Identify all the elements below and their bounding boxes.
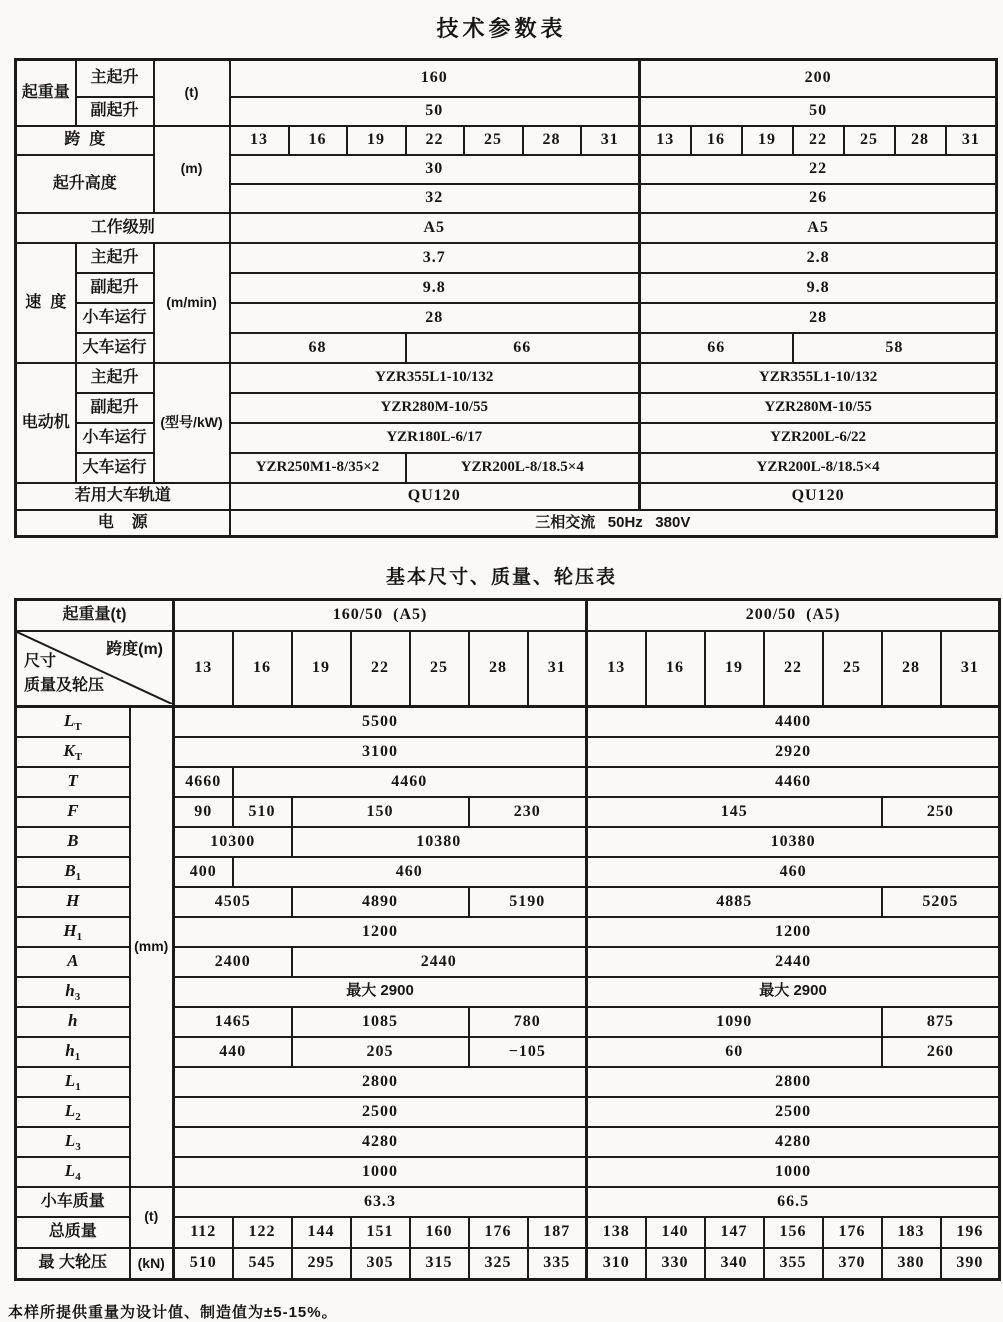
value-cell: 25 — [464, 126, 523, 155]
label-cell: 速 度 — [16, 243, 76, 363]
value-cell: 30 — [230, 155, 640, 184]
value-cell: 390 — [941, 1248, 1000, 1280]
technical-parameters-table — [14, 58, 998, 538]
value-cell: 28 — [895, 126, 946, 155]
diagonal-split — [17, 632, 172, 704]
value-cell: 200/50 (A5) — [587, 600, 1000, 631]
value-cell: 1090 — [587, 1007, 882, 1037]
value-cell: QU120 — [230, 483, 640, 510]
value-cell: 19 — [292, 631, 351, 707]
value-cell: 2400 — [174, 947, 292, 977]
value-cell: 58 — [793, 333, 997, 363]
value-cell: 3.7 — [230, 243, 640, 273]
value-cell: 22 — [764, 631, 823, 707]
value-cell: 3100 — [174, 737, 587, 767]
value-cell: 144 — [292, 1217, 351, 1248]
dimension-symbol-cell: $h_1$ — [16, 1037, 130, 1067]
label-cell: 主起升 — [76, 243, 154, 273]
value-cell: 160/50 (A5) — [174, 600, 587, 631]
value-cell: 10300 — [174, 827, 292, 857]
value-cell: 68 — [230, 333, 406, 363]
dimension-symbol-cell: $L_1$ — [16, 1067, 130, 1097]
value-cell: 147 — [705, 1217, 764, 1248]
label-cell: 总质量 — [16, 1217, 130, 1248]
unit-cell: (t) — [154, 60, 230, 126]
value-cell: 200 — [640, 60, 997, 97]
motor-model-cell: YZR200L-8/18.5×4 — [406, 453, 640, 483]
value-cell: 22 — [351, 631, 410, 707]
value-cell: 183 — [882, 1217, 941, 1248]
value-cell: A5 — [640, 213, 997, 243]
value-cell: 16 — [646, 631, 705, 707]
value-cell: 2.8 — [640, 243, 997, 273]
value-cell: 340 — [705, 1248, 764, 1280]
value-cell: −105 — [469, 1037, 587, 1067]
value-cell: 19 — [347, 126, 406, 155]
motor-model-cell: YZR355L1-10/132 — [640, 363, 997, 393]
value-cell: 66 — [406, 333, 640, 363]
dimension-symbol-cell: A — [16, 947, 130, 977]
dimension-symbol-cell: h — [16, 1007, 130, 1037]
value-cell: 4505 — [174, 887, 292, 917]
value-cell: 5205 — [882, 887, 1000, 917]
diagonal-header-cell — [16, 631, 174, 707]
value-cell: 31 — [946, 126, 997, 155]
value-cell: 50 — [640, 97, 997, 126]
value-cell: 90 — [174, 797, 233, 827]
dimension-symbol-cell: $L_3$ — [16, 1127, 130, 1157]
dimension-symbol-cell: B — [16, 827, 130, 857]
value-cell: 三相交流 50Hz 380V — [230, 510, 997, 537]
value-cell: 25 — [844, 126, 895, 155]
value-cell: 176 — [823, 1217, 882, 1248]
value-cell: 2440 — [587, 947, 1000, 977]
value-cell: 16 — [691, 126, 742, 155]
value-cell: 4460 — [233, 767, 587, 797]
value-cell: 122 — [233, 1217, 292, 1248]
motor-model-cell: YZR200L-6/22 — [640, 423, 997, 453]
value-cell: 196 — [941, 1217, 1000, 1248]
value-cell: 2440 — [292, 947, 587, 977]
value-cell: 9.8 — [640, 273, 997, 303]
value-cell: 19 — [705, 631, 764, 707]
value-cell: 1085 — [292, 1007, 469, 1037]
value-cell: 400 — [174, 857, 233, 887]
value-cell: 16 — [233, 631, 292, 707]
value-cell: 355 — [764, 1248, 823, 1280]
value-cell: 330 — [646, 1248, 705, 1280]
value-cell: 380 — [882, 1248, 941, 1280]
value-cell: 10380 — [587, 827, 1000, 857]
value-cell: 28 — [523, 126, 581, 155]
dimension-symbol-cell: H — [16, 887, 130, 917]
value-cell: 440 — [174, 1037, 292, 1067]
value-cell: 28 — [469, 631, 528, 707]
motor-model-cell: YZR355L1-10/132 — [230, 363, 640, 393]
dimensions-mass-wheel-pressure-title: 基本尺寸、质量、轮压表 — [385, 567, 617, 588]
value-cell: 50 — [230, 97, 640, 126]
dimension-symbol-cell: F — [16, 797, 130, 827]
label-cell: 起升高度 — [16, 155, 154, 213]
value-cell: 205 — [292, 1037, 469, 1067]
value-cell: 4660 — [174, 767, 233, 797]
unit-cell: (型号/kW) — [154, 363, 230, 483]
value-cell: 22 — [793, 126, 844, 155]
label-cell: 主起升 — [76, 60, 154, 97]
value-cell: 250 — [882, 797, 1000, 827]
dimension-symbol-cell: $H_1$ — [16, 917, 130, 947]
value-cell: 335 — [528, 1248, 587, 1280]
value-cell: A5 — [230, 213, 640, 243]
label-cell: 起重量(t) — [16, 600, 174, 631]
unit-cell: (m) — [154, 126, 230, 213]
value-cell: 最大 2900 — [174, 977, 587, 1007]
value-cell: 875 — [882, 1007, 1000, 1037]
value-cell: 4890 — [292, 887, 469, 917]
value-cell: 2800 — [587, 1067, 1000, 1097]
value-cell: 187 — [528, 1217, 587, 1248]
label-cell: 电 源 — [16, 510, 230, 537]
value-cell: 2800 — [174, 1067, 587, 1097]
value-cell: 370 — [823, 1248, 882, 1280]
value-cell: 66.5 — [587, 1187, 1000, 1217]
value-cell: 310 — [587, 1248, 646, 1280]
dimension-symbol-cell: T — [16, 767, 130, 797]
motor-model-cell: YZR250M1-8/35×2 — [230, 453, 406, 483]
value-cell: 4280 — [174, 1127, 587, 1157]
footnote-text: 本样所提供重量为设计值、制造值为±5-15%。 — [8, 1304, 338, 1321]
label-cell: 大车运行 — [76, 453, 154, 483]
value-cell: 4400 — [587, 707, 1000, 737]
value-cell: 9.8 — [230, 273, 640, 303]
technical-parameters-title: 技术参数表 — [436, 16, 567, 41]
unit-cell: (t) — [130, 1187, 174, 1248]
value-cell: 5190 — [469, 887, 587, 917]
value-cell: 60 — [587, 1037, 882, 1067]
value-cell: QU120 — [640, 483, 997, 510]
value-cell: 176 — [469, 1217, 528, 1248]
label-cell: 副起升 — [76, 97, 154, 126]
value-cell: 460 — [233, 857, 587, 887]
diagonal-top-label: 跨度(m) — [106, 641, 163, 659]
value-cell: 22 — [406, 126, 464, 155]
label-cell: 小车运行 — [76, 423, 154, 453]
value-cell: 31 — [528, 631, 587, 707]
value-cell: 10380 — [292, 827, 587, 857]
unit-cell: (mm) — [130, 707, 174, 1187]
value-cell: 16 — [289, 126, 347, 155]
value-cell: 2500 — [174, 1097, 587, 1127]
value-cell: 780 — [469, 1007, 587, 1037]
value-cell: 13 — [587, 631, 646, 707]
value-cell: 460 — [587, 857, 1000, 887]
value-cell: 32 — [230, 184, 640, 213]
value-cell: 4280 — [587, 1127, 1000, 1157]
motor-model-cell: YZR200L-8/18.5×4 — [640, 453, 997, 483]
label-cell: 小车质量 — [16, 1187, 130, 1217]
value-cell: 28 — [230, 303, 640, 333]
label-cell: 副起升 — [76, 273, 154, 303]
dimension-symbol-cell: $B_1$ — [16, 857, 130, 887]
value-cell: 295 — [292, 1248, 351, 1280]
value-cell: 31 — [941, 631, 1000, 707]
value-cell: 63.3 — [174, 1187, 587, 1217]
value-cell: 510 — [174, 1248, 233, 1280]
value-cell: 最大 2900 — [587, 977, 1000, 1007]
value-cell: 138 — [587, 1217, 646, 1248]
label-cell: 起重量 — [16, 60, 76, 126]
motor-model-cell: YZR280M-10/55 — [640, 393, 997, 423]
label-cell: 小车运行 — [76, 303, 154, 333]
value-cell: 13 — [174, 631, 233, 707]
dimension-symbol-cell: $L_2$ — [16, 1097, 130, 1127]
label-cell: 跨 度 — [16, 126, 154, 155]
value-cell: 2500 — [587, 1097, 1000, 1127]
value-cell: 325 — [469, 1248, 528, 1280]
value-cell: 28 — [640, 303, 997, 333]
label-cell: 大车运行 — [76, 333, 154, 363]
unit-cell: (m/min) — [154, 243, 230, 363]
value-cell: 4885 — [587, 887, 882, 917]
label-cell: 若用大车轨道 — [16, 483, 230, 510]
value-cell: 28 — [882, 631, 941, 707]
label-cell: 最 大轮压 — [16, 1248, 130, 1280]
motor-model-cell: YZR280M-10/55 — [230, 393, 640, 423]
label-cell: 主起升 — [76, 363, 154, 393]
value-cell: 510 — [233, 797, 292, 827]
value-cell: 112 — [174, 1217, 233, 1248]
value-cell: 140 — [646, 1217, 705, 1248]
diagonal-bottom-label: 尺寸 质量及轮压 — [24, 652, 105, 695]
value-cell: 22 — [640, 155, 997, 184]
value-cell: 5500 — [174, 707, 587, 737]
dimension-symbol-cell: $L_4$ — [16, 1157, 130, 1187]
value-cell: 13 — [640, 126, 691, 155]
value-cell: 1000 — [587, 1157, 1000, 1187]
value-cell: 66 — [640, 333, 793, 363]
value-cell: 260 — [882, 1037, 1000, 1067]
value-cell: 2920 — [587, 737, 1000, 767]
value-cell: 545 — [233, 1248, 292, 1280]
dimension-symbol-cell: $L_T$ — [16, 707, 130, 737]
dimension-symbol-cell: $K_T$ — [16, 737, 130, 767]
value-cell: 1200 — [174, 917, 587, 947]
value-cell: 31 — [581, 126, 640, 155]
value-cell: 19 — [742, 126, 793, 155]
value-cell: 145 — [587, 797, 882, 827]
value-cell: 1200 — [587, 917, 1000, 947]
label-cell: 工作级别 — [16, 213, 230, 243]
value-cell: 4460 — [587, 767, 1000, 797]
value-cell: 25 — [410, 631, 469, 707]
value-cell: 315 — [410, 1248, 469, 1280]
value-cell: 151 — [351, 1217, 410, 1248]
value-cell: 25 — [823, 631, 882, 707]
value-cell: 26 — [640, 184, 997, 213]
value-cell: 13 — [230, 126, 289, 155]
label-cell: 电动机 — [16, 363, 76, 483]
value-cell: 230 — [469, 797, 587, 827]
value-cell: 1465 — [174, 1007, 292, 1037]
label-cell: 副起升 — [76, 393, 154, 423]
value-cell: 305 — [351, 1248, 410, 1280]
value-cell: 156 — [764, 1217, 823, 1248]
value-cell: 1000 — [174, 1157, 587, 1187]
unit-cell: (kN) — [130, 1248, 174, 1280]
dimensions-mass-wheel-pressure-table — [14, 598, 1001, 1281]
value-cell: 160 — [230, 60, 640, 97]
value-cell: 150 — [292, 797, 469, 827]
dimension-symbol-cell: $h_3$ — [16, 977, 130, 1007]
motor-model-cell: YZR180L-6/17 — [230, 423, 640, 453]
value-cell: 160 — [410, 1217, 469, 1248]
